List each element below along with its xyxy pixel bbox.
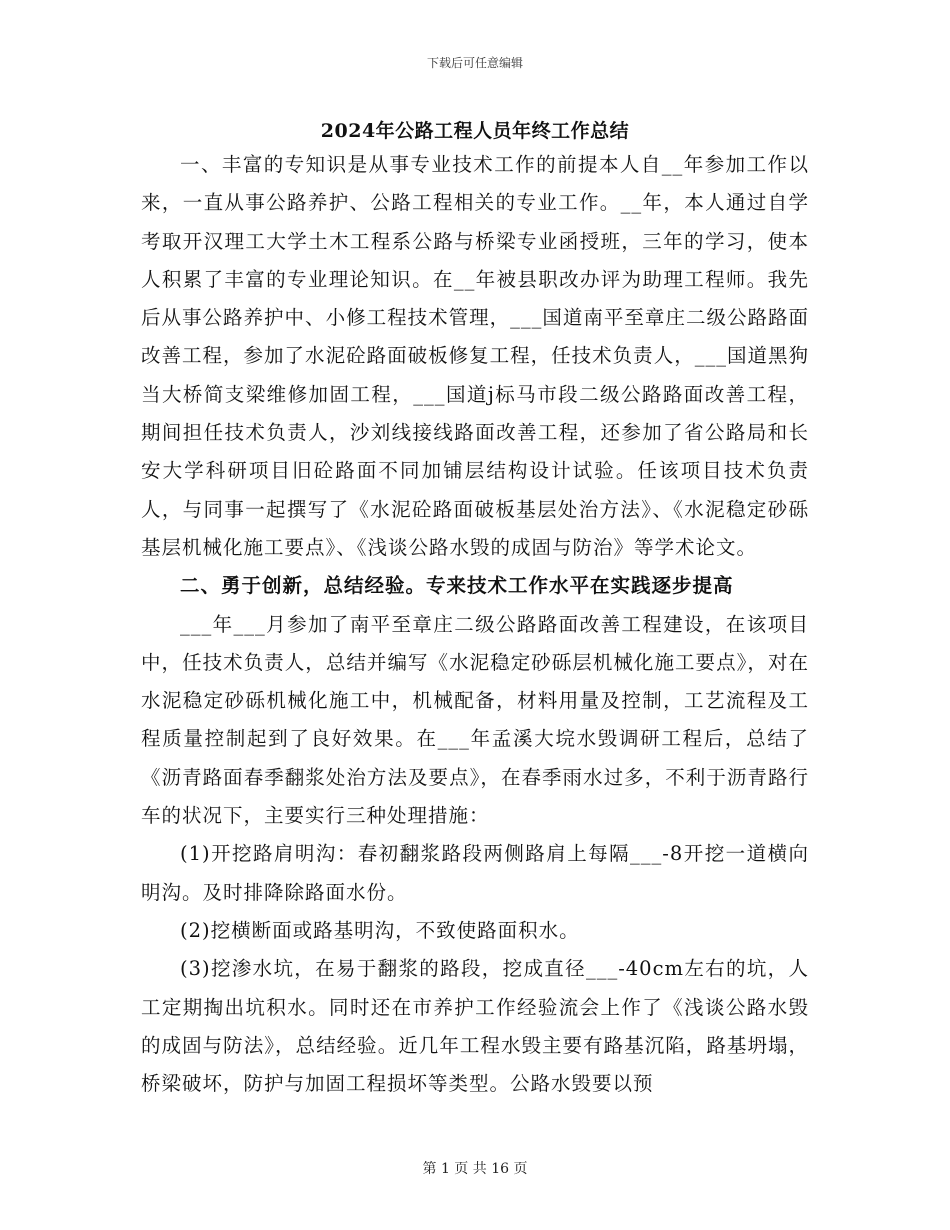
paragraph-section-one: 一、丰富的专知识是从事专业技术工作的前提本人自__年参加工作以来，一直从事公路养护、公路工程相关的专业工作。__年，本人通过自学考取开汉理工大学土木工程系公路与桥梁专业函授班，三年的学习，使本人积累了丰富的专业理论知识。在__年被县职改办评为助理工程师。我先后从事公路养护中、小修工程技术管理，___国道南平至章庄二级公路路面改善工程，参加了水泥砼路面破板修复工程，任技术负责人，___国道黑狗当大桥简支梁维修加固工程，___国道j标马市段二级公路路面改善工程，期间担任技术负责人，沙刘线接线路面改善工程，还参加了省公路局和长安大学科研项目旧砼路面不同加铺层结构设计试验。任该项目技术负责人，与同事一起撰写了《水泥砼路面破板基层处治方法》、《水泥稳定砂砾基层机械化施工要点》、《浅谈公路水毁的成固与防治》等学术论文。 [141,153,809,559]
page-header-note: 下载后可任意编辑 [426,56,523,70]
page-number: 第 1 页 共 16 页 [422,1161,528,1177]
paragraph-measure-2: (2)挖横断面或路基明沟，不致使路面积水。 [180,918,580,942]
paragraph-project-summary: ___年___月参加了南平至章庄二级公路路面改善工程建设，在该项目中，任技术负责人，总结并编写《水泥稳定砂砾层机械化施工要点》，对在水泥稳定砂砾机械化施工中，机械配备，材料用量及控制，工艺流程及工程质量控制起到了良好效果。在___年孟溪大垸水毁调研工程后，总结了《沥青路面春季翻浆处治方法及要点》，在春季雨水过多，不利于沥青路行车的状况下，主要实行三种处理措施： [141,612,809,828]
document-body [141,146,809,1103]
paragraph-measure-3: (3)挖渗水坑，在易于翻浆的路段，挖成直径___-40cm左右的坑，人工定期掏出坑积水。同时还在市养护工作经验流会上作了《浅谈公路水毁的成固与防法》，总结经验。近几年工程水毁主要有路基沉陷，路基坍塌，桥梁破坏，防护与加固工程损坏等类型。公路水毁要以预 [141,957,809,1096]
paragraph-measure-1: (1)开挖路肩明沟：春初翻浆路段两侧路肩上每隔___-8开挖一道横向明沟。及时排降除路面水份。 [141,842,809,904]
document-title: 2024年公路工程人员年终工作总结 [320,120,630,142]
section-two-heading: 二、勇于创新，总结经验。专来技术工作水平在实践逐步提高 [180,574,734,598]
